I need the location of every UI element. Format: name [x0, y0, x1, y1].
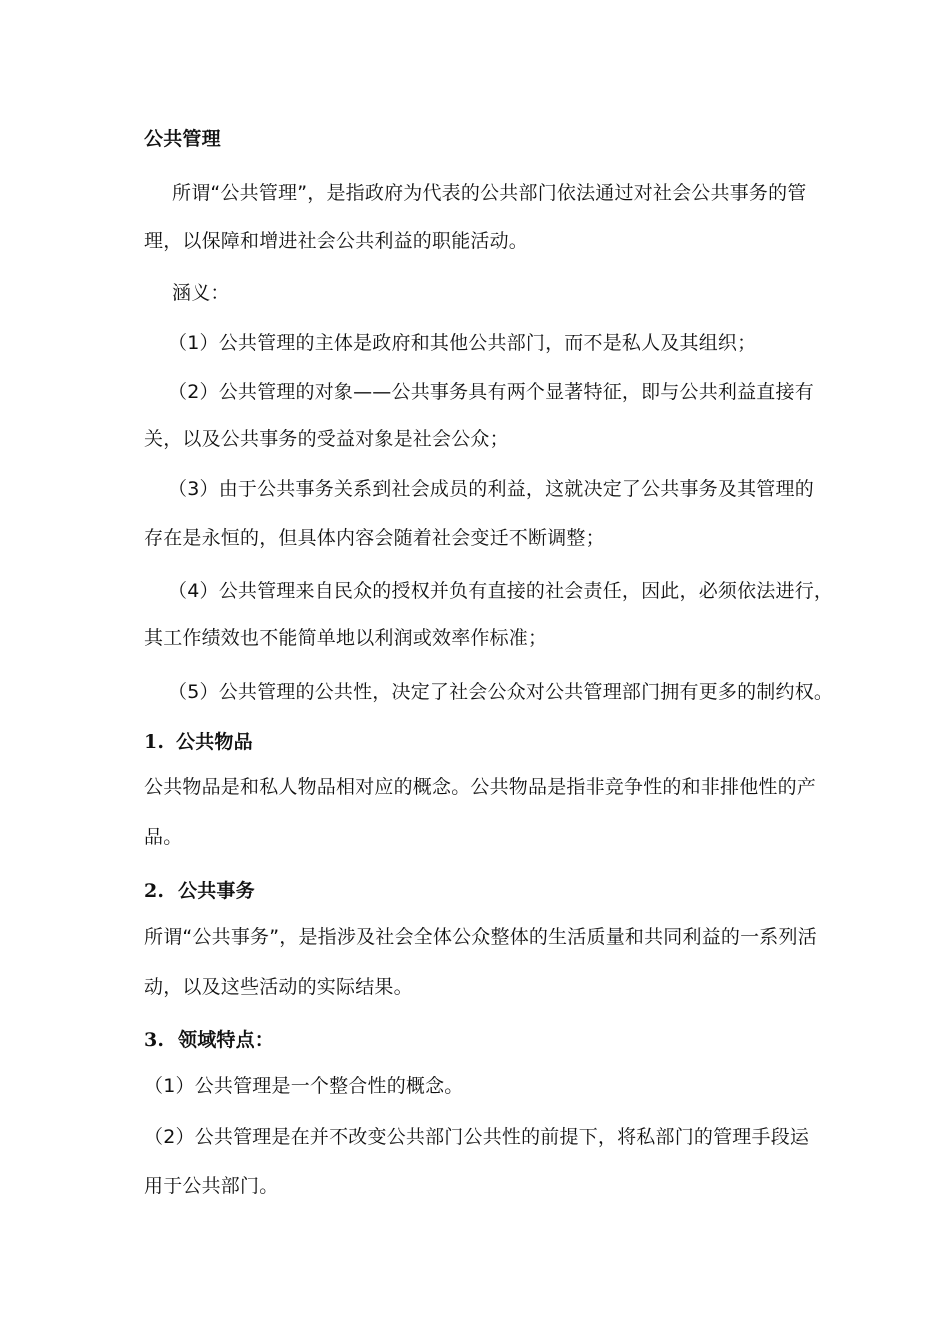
section-3-item-2-line-2: 用于公共部门。: [144, 1175, 279, 1197]
section-1-number: 1.: [144, 731, 165, 753]
section-3-title: 领域特点：: [178, 1029, 275, 1051]
point-5: （5）公共管理的公共性，决定了社会公众对公共管理部门拥有更多的制约权。: [168, 681, 834, 703]
section-3-item-1: （1）公共管理是一个整合性的概念。: [144, 1075, 464, 1097]
point-3-line-2: 存在是永恒的，但具体内容会随着社会变迁不断调整；: [144, 527, 605, 549]
page-title: 公共管理: [144, 128, 221, 150]
section-1-heading: [144, 727, 253, 754]
point-4-line-1: （4）公共管理来自民众的授权并负有直接的社会责任，因此，必须依法进行，: [168, 580, 834, 602]
section-3-item-2-line-1: （2）公共管理是在并不改变公共部门公共性的前提下，将私部门的管理手段运: [144, 1126, 810, 1148]
section-1-title: 公共物品: [176, 731, 253, 753]
section-1-line-2: 品。: [144, 826, 183, 848]
point-2-line-2: 关，以及公共事务的受益对象是社会公众；: [144, 428, 509, 450]
section-3-number: 3.: [144, 1029, 165, 1051]
point-3-line-1: （3）由于公共事务关系到社会成员的利益，这就决定了公共事务及其管理的: [168, 478, 814, 500]
section-1-line-1: 公共物品是和私人物品相对应的概念。公共物品是指非竞争性的和非排他性的产: [144, 776, 817, 798]
point-2-line-1: （2）公共管理的对象——公共事务具有两个显著特征，即与公共利益直接有: [168, 381, 814, 403]
section-2-line-1: 所谓“公共事务”，是指涉及社会全体公众整体的生活质量和共同利益的一系列活: [144, 926, 817, 948]
point-1: （1）公共管理的主体是政府和其他公共部门，而不是私人及其组织；: [168, 332, 757, 354]
point-4-line-2: 其工作绩效也不能简单地以利润或效率作标准；: [144, 627, 548, 649]
section-3-heading: [144, 1025, 274, 1052]
section-2-title: 公共事务: [178, 880, 255, 902]
section-2-heading: [144, 876, 255, 903]
definition-line-1: 所谓“公共管理”，是指政府为代表的公共部门依法通过对社会公共事务的管: [172, 182, 807, 204]
connotation-label: 涵义：: [172, 282, 230, 304]
section-2-number: 2.: [144, 880, 165, 902]
section-2-line-2: 动，以及这些活动的实际结果。: [144, 976, 413, 998]
definition-line-2: 理，以保障和增进社会公共利益的职能活动。: [144, 230, 529, 252]
